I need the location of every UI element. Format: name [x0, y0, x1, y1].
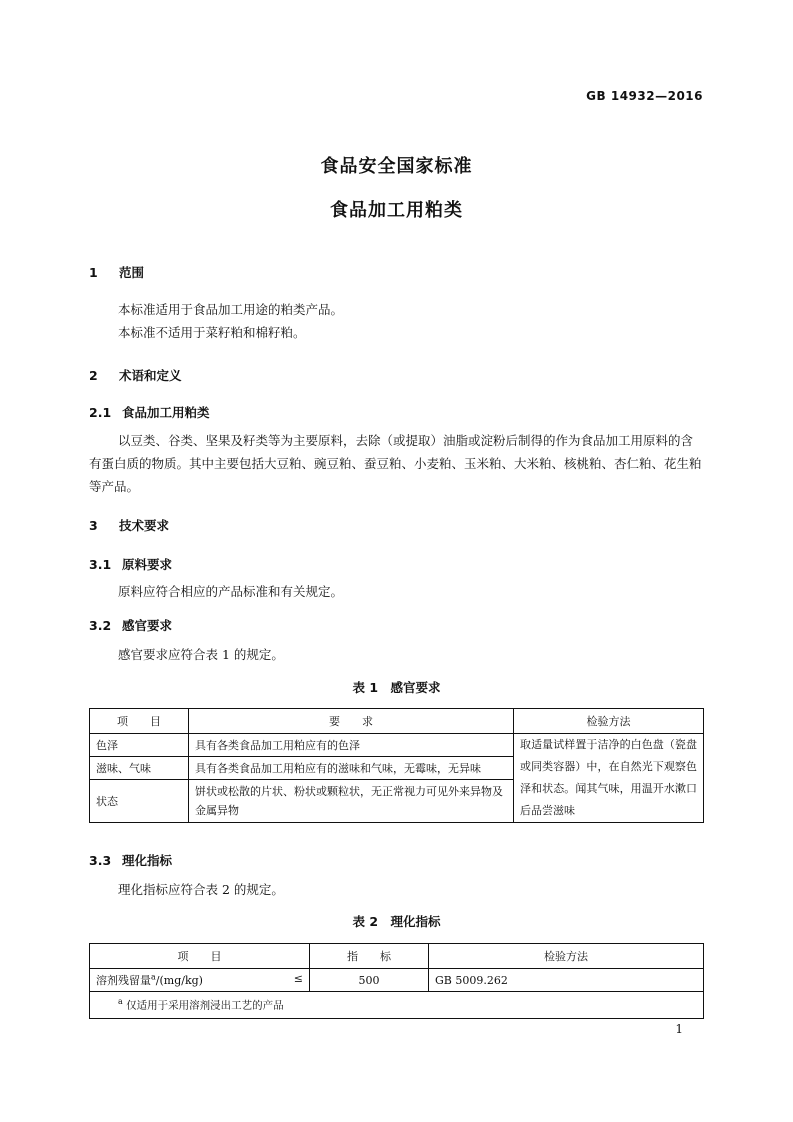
table-row — [90, 969, 704, 992]
item-name: 溶剂残留量 — [96, 974, 151, 987]
table-header-row — [90, 944, 704, 969]
table-row — [90, 734, 704, 757]
table-note-row — [90, 992, 704, 1019]
standard-number: GB 14932—2016 — [586, 89, 703, 103]
section-title: 原料要求 — [122, 557, 173, 572]
section-2-1-paragraph: 以豆类、谷类、坚果及籽类等为主要原料，去除（或提取）油脂或淀粉后制得的作为食品加工用原料的含有蛋白质的物质。其中主要包括大豆粕、豌豆粕、蚕豆粕、小麦粕、玉米粕、大米粕、核桃粕、杏仁粕、花生粕等产品。 — [89, 433, 702, 494]
section-1-paragraph-1: 本标准适用于食品加工用途的粕类产品。 — [118, 302, 344, 317]
section-title: 食品加工用粕类 — [122, 405, 210, 420]
cell-value: 500 — [310, 969, 429, 992]
document-subtitle: 食品加工用粕类 — [330, 200, 463, 221]
table-note — [90, 992, 704, 1019]
item-unit: /(mg/kg) — [155, 974, 203, 987]
footnote-text: 仅适用于采用溶剂浸出工艺的产品 — [126, 999, 284, 1012]
footnote-marker: a — [151, 972, 156, 982]
section-3-3-heading — [89, 851, 172, 869]
column-header-indicator: 指 标 — [310, 944, 429, 969]
section-number: 3 — [89, 518, 98, 533]
table-header-row — [90, 709, 704, 734]
section-number: 1 — [89, 265, 98, 280]
cell-item: 状态 — [90, 780, 189, 823]
column-header-requirement: 要 求 — [189, 709, 514, 734]
section-3-1-heading — [89, 555, 172, 573]
page-number: 1 — [675, 1022, 683, 1036]
sensory-requirements-table — [89, 708, 704, 823]
section-title: 技术要求 — [119, 518, 170, 533]
column-header-method: 检验方法 — [514, 709, 704, 734]
section-3-2-heading — [89, 616, 172, 634]
cell-item: 色泽 — [90, 734, 189, 757]
section-number: 3.3 — [89, 853, 112, 868]
cell-method: 取适量试样置于洁净的白色盘（瓷盘或同类容器）中，在自然光下观察色泽和状态。闻其气味，用温开水漱口后品尝滋味 — [514, 734, 704, 823]
section-number: 3.1 — [89, 557, 112, 572]
table-1-caption: 表 1 感官要求 — [352, 680, 441, 695]
column-header-item: 项 目 — [90, 709, 189, 734]
column-header-method: 检验方法 — [429, 944, 704, 969]
footnote-marker: a — [118, 997, 123, 1007]
section-title: 术语和定义 — [119, 368, 182, 383]
cell-item: 滋味、气味 — [90, 757, 189, 780]
section-2-heading — [89, 366, 182, 384]
section-number: 3.2 — [89, 618, 112, 633]
document-title: 食品安全国家标准 — [320, 156, 473, 177]
section-2-1-heading — [89, 403, 210, 421]
section-3-3-paragraph: 理化指标应符合表 2 的规定。 — [118, 882, 284, 897]
section-title: 范围 — [119, 265, 145, 280]
cell-requirement: 具有各类食品加工用粕应有的滋味和气味，无霉味，无异味 — [189, 757, 514, 780]
section-1-paragraph-2: 本标准不适用于菜籽粕和棉籽粕。 — [118, 325, 306, 340]
section-number: 2.1 — [89, 405, 112, 420]
cell-item — [90, 969, 310, 992]
section-3-1-paragraph: 原料应符合相应的产品标准和有关规定。 — [118, 584, 344, 599]
section-title: 理化指标 — [122, 853, 173, 868]
cell-requirement: 饼状或松散的片状、粉状或颗粒状，无正常视力可见外来异物及金属异物 — [189, 780, 514, 823]
section-number: 2 — [89, 368, 98, 383]
section-3-heading — [89, 516, 169, 534]
cell-requirement: 具有各类食品加工用粕应有的色泽 — [189, 734, 514, 757]
section-1-heading — [89, 263, 144, 281]
section-title: 感官要求 — [122, 618, 173, 633]
section-3-2-paragraph: 感官要求应符合表 1 的规定。 — [118, 647, 284, 662]
table-2-caption: 表 2 理化指标 — [352, 914, 441, 929]
less-or-equal-symbol: ≤ — [293, 972, 303, 985]
column-header-item: 项 目 — [90, 944, 310, 969]
cell-method: GB 5009.262 — [429, 969, 704, 992]
physicochemical-indicators-table — [89, 943, 704, 1019]
